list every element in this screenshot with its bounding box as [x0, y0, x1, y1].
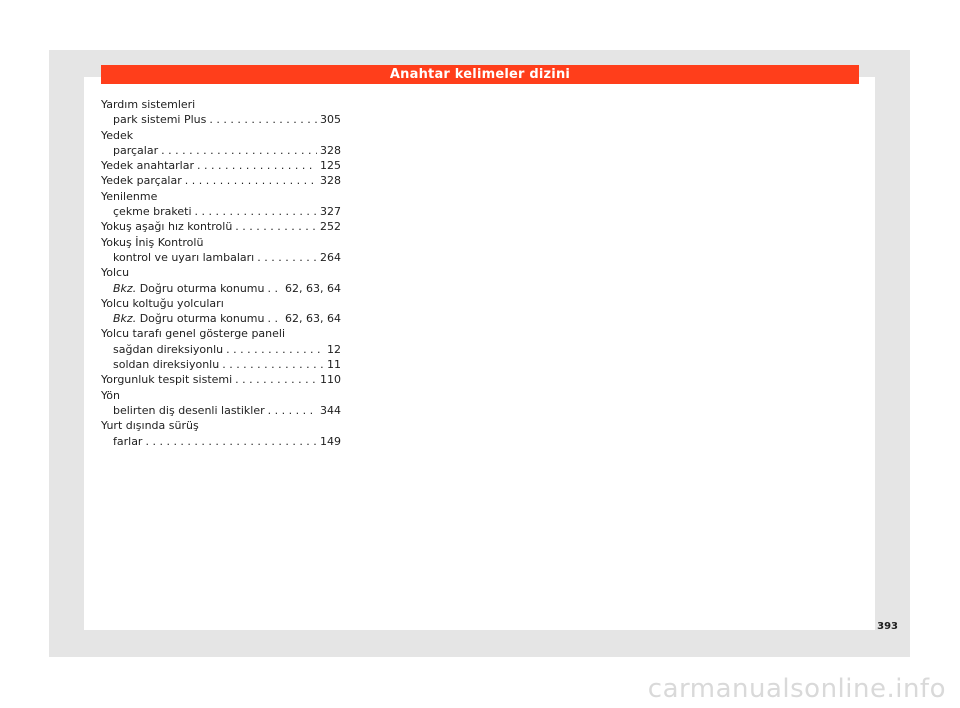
index-heading: Yenilenme: [101, 189, 158, 203]
page-ref[interactable]: 252: [320, 220, 341, 234]
index-entry[interactable]: çekme braketi . . . 327: [101, 204, 341, 219]
index-entry[interactable]: soldan direksiyonlu . . . 11: [101, 357, 341, 372]
page-ref[interactable]: 264: [320, 250, 341, 264]
page-ref[interactable]: 344: [320, 403, 341, 417]
page-ref[interactable]: 12: [327, 342, 341, 356]
index-entry[interactable]: farlar . . . 149: [101, 434, 341, 449]
index-entry[interactable]: Yokuş aşağı hız kontrolü . . . 252: [101, 219, 341, 234]
page-ref[interactable]: 305: [320, 113, 341, 127]
page-ref[interactable]: 328: [320, 143, 341, 157]
index-heading: Yurt dışında sürüş: [101, 419, 199, 433]
index-heading: Yolcu tarafı genel gösterge paneli: [101, 327, 286, 341]
see-prefix: Bkz.: [113, 312, 137, 326]
section-header: [101, 65, 859, 84]
keyword-index: [101, 97, 341, 449]
index-entry[interactable]: Yedek anahtarlar . . . 125: [101, 158, 341, 173]
section-title: Anahtar kelimeler dizini: [389, 67, 571, 82]
watermark-text: carmanualsonline.info: [647, 674, 946, 704]
index-entry[interactable]: Bkz. Doğru oturma konumu . . . 62, 63, 64: [101, 281, 341, 296]
see-prefix: Bkz.: [113, 281, 137, 295]
page-ref[interactable]: 11: [327, 358, 341, 372]
index-heading: Yön: [101, 388, 120, 402]
page-ref[interactable]: 62, 63, 64: [285, 312, 341, 326]
index-entry[interactable]: sağdan direksiyonlu . . . 12: [101, 342, 341, 357]
index-heading: Yolcu: [101, 266, 130, 280]
page-number: 393: [877, 621, 898, 632]
page-ref[interactable]: 149: [320, 434, 341, 448]
index-heading: Yardım sistemleri: [101, 98, 196, 111]
index-entry[interactable]: Yorgunluk tespit sistemi . . . 110: [101, 372, 341, 387]
index-heading: Yokuş İniş Kontrolü: [101, 235, 204, 249]
index-entry[interactable]: Bkz. Doğru oturma konumu . . . 62, 63, 64: [101, 311, 341, 326]
index-entry[interactable]: belirten diş desenli lastikler . . . 344: [101, 403, 341, 418]
index-entry[interactable]: kontrol ve uyarı lambaları . . . 264: [101, 250, 341, 265]
index-entry[interactable]: park sistemi Plus . . . 305: [101, 112, 341, 127]
page-ref[interactable]: 110: [320, 373, 341, 387]
page-ref[interactable]: 327: [320, 205, 341, 219]
page-ref[interactable]: 125: [320, 159, 341, 173]
page-ref[interactable]: 328: [320, 174, 341, 188]
index-heading: Yedek: [101, 128, 134, 142]
page-ref[interactable]: 62, 63, 64: [285, 281, 341, 295]
index-entry[interactable]: Yedek parçalar . . . 328: [101, 173, 341, 188]
index-entry[interactable]: parçalar . . . 328: [101, 143, 341, 158]
index-heading: Yolcu koltuğu yolcuları: [101, 296, 224, 310]
